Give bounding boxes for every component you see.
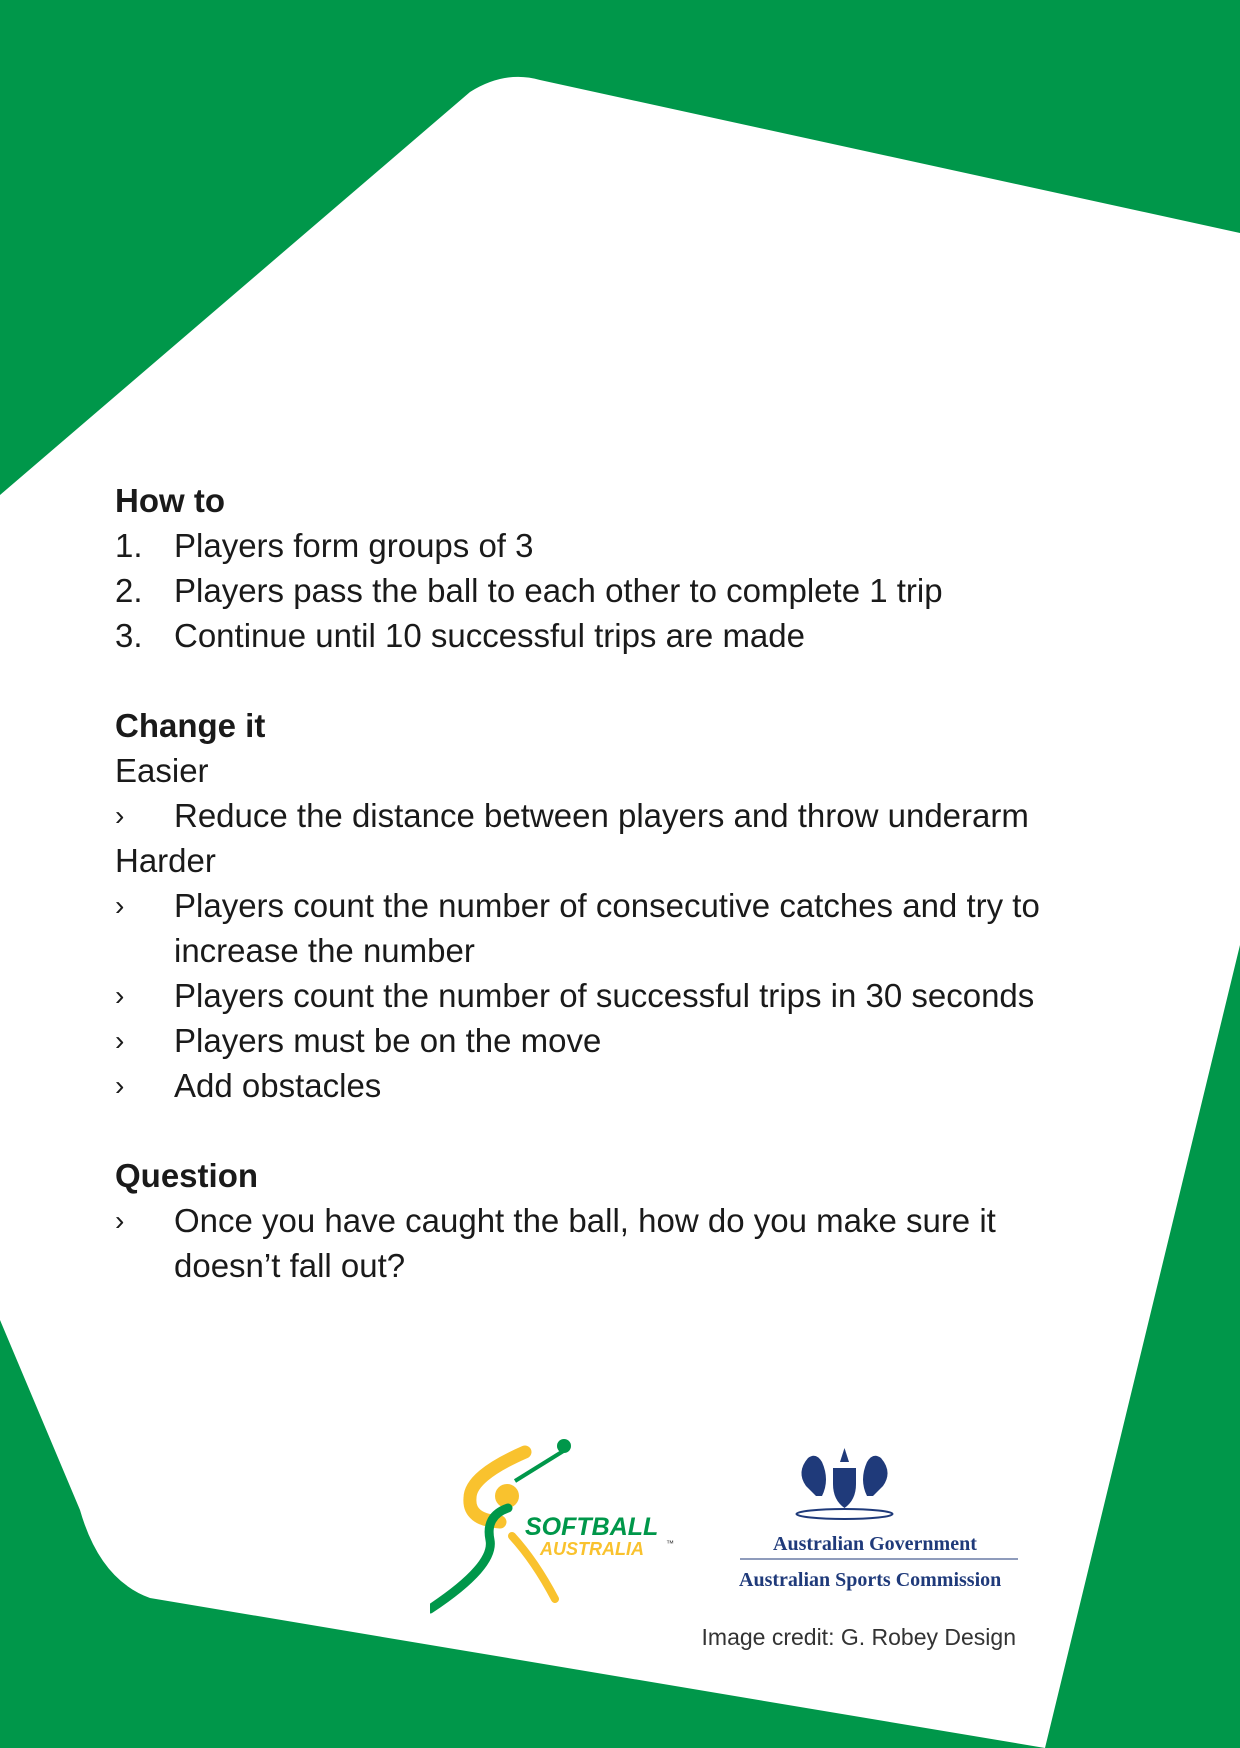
change-it-section — [115, 703, 1105, 1108]
government-name: Australian Government — [773, 1533, 977, 1555]
question-heading: Question — [115, 1157, 259, 1194]
list-item — [115, 1063, 1105, 1108]
step-text: Continue until 10 successful trips are made — [174, 617, 805, 654]
how-to-heading: How to — [115, 482, 225, 519]
change-it-heading: Change it — [115, 707, 266, 744]
bullet-chevron-icon: › — [115, 1205, 125, 1236]
list-item — [115, 1018, 1105, 1063]
easier-label: Easier — [115, 752, 209, 789]
step-item — [115, 523, 1105, 568]
harder-item: Players count the number of consecutive catches and try to increase the number — [174, 887, 1040, 969]
harder-item: Players must be on the move — [174, 1022, 602, 1059]
australian-government-logo — [739, 1448, 1018, 1591]
step-text: Players form groups of 3 — [174, 527, 534, 564]
question-item: Once you have caught the ball, how do you make sure it doesn’t fall out? — [174, 1202, 996, 1284]
bullet-chevron-icon: › — [115, 1025, 125, 1056]
list-item — [115, 793, 1105, 838]
commission-name: Australian Sports Commission — [739, 1569, 1002, 1591]
bullet-chevron-icon: › — [115, 890, 125, 921]
coat-of-arms-icon — [797, 1448, 893, 1519]
bullet-chevron-icon: › — [115, 800, 125, 831]
softball-australia-logo — [430, 1439, 674, 1609]
activity-card-content — [115, 478, 1105, 1333]
partner-logos — [430, 1436, 1030, 1636]
trademark-symbol: ™ — [666, 1539, 674, 1548]
image-credit: Image credit: G. Robey Design — [701, 1624, 1016, 1650]
question-section — [115, 1153, 1105, 1288]
step-item — [115, 568, 1105, 613]
step-number: 1. — [115, 527, 143, 564]
easier-item: Reduce the distance between players and throw underarm — [174, 797, 1029, 834]
harder-item: Players count the number of successful trips in 30 seconds — [174, 977, 1035, 1014]
list-item — [115, 1198, 1105, 1288]
harder-item: Add obstacles — [174, 1067, 382, 1104]
how-to-section — [115, 478, 1105, 658]
australia-logo-text: AUSTRALIA — [540, 1539, 644, 1559]
step-number: 3. — [115, 617, 143, 654]
step-number: 2. — [115, 572, 143, 609]
bullet-chevron-icon: › — [115, 980, 125, 1011]
list-item — [115, 883, 1105, 973]
step-item — [115, 613, 1105, 658]
softball-logo-text: SOFTBALL — [525, 1513, 659, 1541]
harder-label: Harder — [115, 842, 216, 879]
list-item — [115, 973, 1105, 1018]
bullet-chevron-icon: › — [115, 1070, 125, 1101]
step-text: Players pass the ball to each other to complete 1 trip — [174, 572, 943, 609]
